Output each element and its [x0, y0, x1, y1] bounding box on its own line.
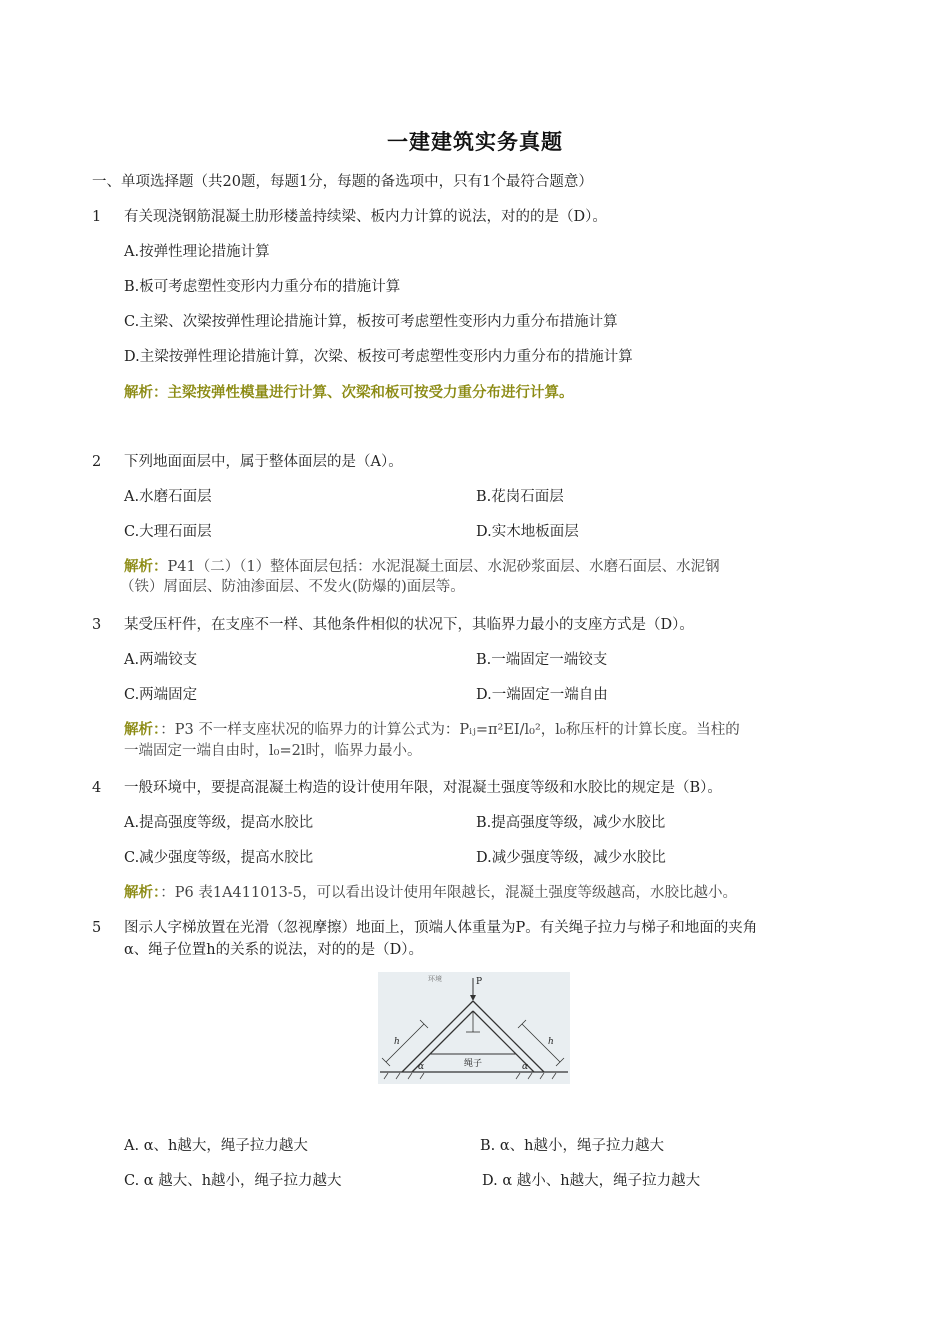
question-number: 1 [92, 209, 102, 225]
option-c: C.减少强度等级，提高水胶比 [124, 850, 314, 866]
figure-top-note: 环境 [428, 975, 442, 983]
analysis-text [124, 882, 864, 904]
option-c: C.大理石面层 [124, 524, 212, 540]
question-number: 5 [92, 920, 102, 936]
option-b: B. α、h越小，绳子拉力越大 [480, 1138, 665, 1154]
option-d: D.减少强度等级，减少水胶比 [476, 850, 666, 866]
question-text: 某受压杆件，在支座不一样、其他条件相似的状况下，其临界力最小的支座方式是（D）。 [124, 617, 694, 633]
option-c: C.两端固定 [124, 687, 198, 703]
analysis-body: （铁）屑面层、防油渗面层、不发火(防爆的)面层等。 [120, 579, 465, 595]
analysis-label: 解析： [124, 884, 161, 901]
question-text: 下列地面面层中，属于整体面层的是（A）。 [124, 454, 403, 470]
question-text: 有关现浇钢筋混凝土肋形楼盖持续梁、板内力计算的说法，对的的是（D）。 [124, 209, 607, 225]
option-a: A.提高强度等级，提高水胶比 [124, 815, 314, 831]
ladder-figure [378, 972, 570, 1084]
option-b: B.花岗石面层 [476, 489, 564, 505]
analysis-text [124, 719, 864, 741]
question-text: 图示人字梯放置在光滑（忽视摩擦）地面上，顶端人体重量为P。有关绳子拉力与梯子和地面的夹角 [124, 920, 758, 936]
load-label: P [476, 977, 483, 987]
option-a: A.两端铰支 [124, 652, 198, 668]
option-a: A.按弹性理论措施计算 [124, 244, 270, 260]
analysis-continuation [124, 741, 864, 762]
question-number: 2 [92, 454, 102, 470]
option-c: C.主梁、次梁按弹性理论措施计算，板按可考虑塑性变形内力重分布措施计算 [124, 314, 618, 330]
option-a: A. α、h越大，绳子拉力越大 [124, 1138, 308, 1154]
analysis-body: ：P3 不一样支座状况的临界力的计算公式为：Pᵢⱼ=π²EI/l₀²，l₀称压杆的计算长度。当柱的 [160, 722, 740, 738]
analysis-body: ：P6 表1A411013-5，可以看出设计使用年限越长，混凝土强度等级越高，水胶比越小。 [160, 885, 738, 901]
rope-label: 绳子 [464, 1059, 483, 1069]
option-c: C. α 越大、h越小，绳子拉力越大 [124, 1173, 342, 1189]
analysis-text: 解析：主梁按弹性模量进行计算、次梁和板可按受力重分布进行计算。 [124, 384, 574, 401]
option-d: D.主梁按弹性理论措施计算，次梁、板按可考虑塑性变形内力重分布的措施计算 [124, 349, 633, 365]
option-d: D.实木地板面层 [476, 524, 579, 540]
analysis-label: 解析： [124, 721, 161, 738]
option-b: B.一端固定一端铰支 [476, 652, 608, 668]
question-text: 一般环境中，要提高混凝土构造的设计使用年限，对混凝土强度等级和水胶比的规定是（B）。 [124, 780, 722, 796]
document-title: 一建建筑实务真题 [387, 129, 563, 154]
option-d: D. α 越小、h越大，绳子拉力越大 [482, 1173, 701, 1189]
question-number: 4 [92, 780, 102, 796]
angle-label-right: α [522, 1062, 529, 1072]
analysis-continuation [120, 577, 860, 598]
option-b: B.提高强度等级，减少水胶比 [476, 815, 666, 831]
question-text-continuation: α、绳子位置h的关系的说法，对的的是（D）。 [124, 942, 424, 958]
option-b: B.板可考虑塑性变形内力重分布的措施计算 [124, 279, 401, 295]
analysis-body: 一端固定一端自由时，l₀=2l时，临界力最小。 [124, 743, 422, 759]
height-label-left: h [394, 1037, 400, 1047]
option-d: D.一端固定一端自由 [476, 687, 608, 703]
option-a: A.水磨石面层 [124, 489, 212, 505]
section-heading: 一、单项选择题（共20题，每题1分，每题的备选项中，只有1个最符合题意） [92, 174, 593, 190]
analysis-label: 解析： [124, 558, 168, 575]
analysis-body: P41（二）（1）整体面层包括：水泥混凝土面层、水泥砂浆面层、水磨石面层、水泥钢 [167, 559, 720, 575]
question-number: 3 [92, 617, 102, 633]
angle-label-left: α [418, 1062, 425, 1072]
analysis-text [124, 556, 864, 578]
height-label-right: h [548, 1037, 554, 1047]
